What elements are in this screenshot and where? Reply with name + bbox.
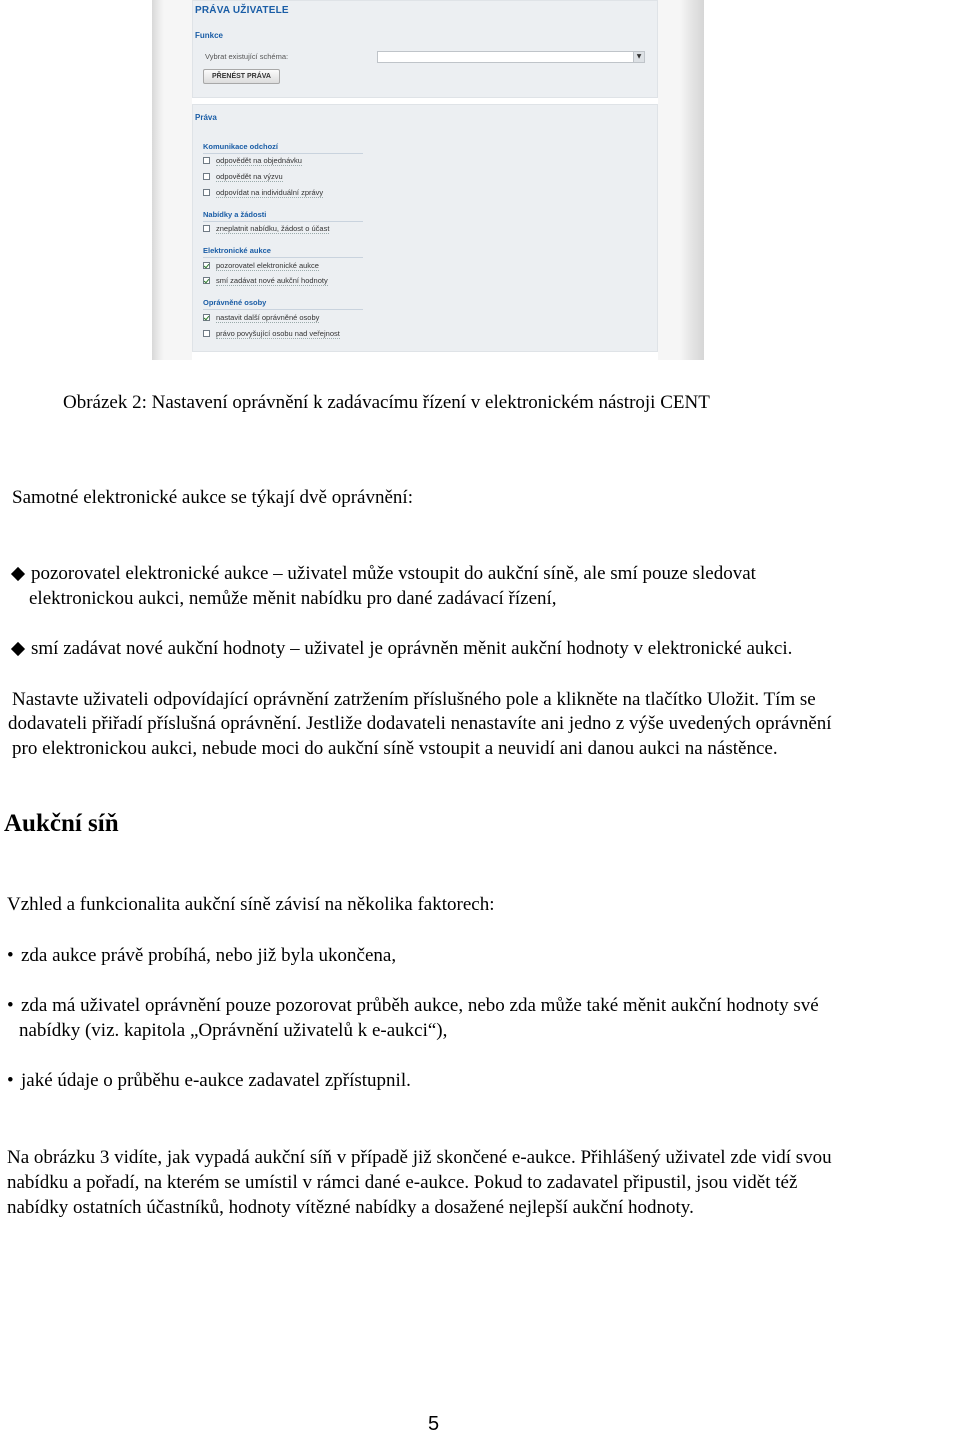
group-divider	[203, 309, 363, 310]
checkbox-row[interactable]	[203, 188, 323, 200]
checkbox-label: smí zadávat nové aukční hodnoty	[216, 276, 328, 285]
funkce-panel	[192, 0, 658, 98]
diamond-bullet-icon	[11, 567, 25, 581]
list-item	[7, 1068, 411, 1093]
group-divider	[203, 257, 363, 258]
checkbox[interactable]	[203, 189, 210, 196]
checkbox[interactable]	[203, 173, 210, 180]
group-title-opravnene-osoby: Oprávněné osoby	[203, 298, 267, 307]
checkbox-row[interactable]	[203, 261, 319, 273]
checkbox-row[interactable]	[203, 276, 328, 288]
prava-heading: Práva	[195, 113, 217, 122]
instruction-line: pro elektronickou aukci, nebude moci do aukční síně vstoupit a neuvidí ani danou aukci na nástěnce.	[12, 738, 778, 759]
screenshot-right-edge	[680, 0, 704, 360]
checkbox-row[interactable]	[203, 156, 302, 168]
instruction-line: Nastavte uživateli odpovídající oprávnění zatržením příslušného pole a klikněte na tlačítko Uložit. Tím se	[12, 689, 816, 710]
list-item-text: pozorovatel elektronické aukce – uživatel může vstoupit do aukční síně, ale smí pouze sledovat	[31, 563, 756, 584]
prava-panel	[192, 104, 658, 352]
group-title-elektronicke-aukce: Elektronické aukce	[203, 246, 271, 255]
checkbox-checked[interactable]	[203, 314, 210, 321]
closing-line: nabídky ostatních účastníků, hodnoty vítězné nabídky a dosažené nejlepší aukční hodnoty.	[7, 1197, 694, 1218]
checkbox[interactable]	[203, 225, 210, 232]
group-title-komunikace: Komunikace odchozí	[203, 142, 279, 151]
checkbox[interactable]	[203, 157, 210, 164]
section-heading: Aukční síň	[4, 810, 119, 837]
checkbox-label: odpovědět na objednávku	[216, 156, 302, 165]
rights-title: PRÁVA UŽIVATELE	[195, 5, 289, 16]
list-item-text: zda má uživatel oprávnění pouze pozorovat průběh aukce, nebo zda může také měnit aukční hodnoty své	[21, 995, 819, 1016]
screenshot-left-edge	[152, 0, 164, 360]
screenshot-content	[192, 0, 658, 360]
checkbox-checked[interactable]	[203, 262, 210, 269]
chevron-down-icon: ▼	[633, 52, 644, 62]
page-number: 5	[428, 1413, 440, 1435]
factors-intro: Vzhled a funkcionalita aukční síně závisí na několika faktorech:	[7, 894, 495, 915]
funkce-heading: Funkce	[195, 31, 224, 40]
list-item-continuation: elektronickou aukci, nemůže měnit nabídku pro dané zadávací řízení,	[29, 588, 557, 609]
rights-screenshot	[152, 0, 704, 360]
schema-hint: Vybrat existující schéma:	[205, 52, 289, 61]
closing-line: Na obrázku 3 vidíte, jak vypadá aukční síň v případě již skončené e-aukce. Přihlášený uživatel zde vidí svou	[7, 1147, 832, 1168]
checkbox-row[interactable]	[203, 172, 283, 184]
checkbox-label: právo povyšující osobu nad veřejnost	[216, 329, 340, 338]
checkbox-row[interactable]	[203, 224, 329, 236]
figure-caption: Obrázek 2: Nastavení oprávnění k zadávacímu řízení v elektronickém nástroji CENT	[63, 392, 710, 413]
group-title-nabidky: Nabídky a žádosti	[203, 210, 267, 219]
dot-bullet-icon: •	[7, 995, 14, 1016]
list-item	[12, 561, 756, 586]
list-item	[7, 993, 819, 1018]
checkbox-checked[interactable]	[203, 277, 210, 284]
dot-bullet-icon: •	[7, 945, 14, 966]
diamond-bullet-icon	[11, 642, 25, 656]
intro-paragraph: Samotné elektronické aukce se týkají dvě oprávnění:	[12, 487, 413, 508]
checkbox-row[interactable]	[203, 329, 340, 341]
checkbox-label: odpovědět na výzvu	[216, 172, 283, 181]
transfer-rights-button[interactable]: PŘENÉST PRÁVA	[203, 69, 280, 84]
checkbox-label: zneplatnit nabídku, žádost o účast	[216, 224, 330, 233]
checkbox-row[interactable]	[203, 313, 319, 325]
checkbox-label: odpovídat na individuální zprávy	[216, 188, 324, 197]
list-item-continuation: nabídky (viz. kapitola „Oprávnění uživatelů k e-aukci“),	[19, 1020, 448, 1041]
list-item	[7, 943, 396, 968]
instruction-line: dodavateli přiřadí příslušná oprávnění. Jestliže dodavateli nenastavíte ani jedno z výše uvedených oprávnění	[8, 713, 832, 734]
dot-bullet-icon: •	[7, 1070, 14, 1091]
list-item-text: zda aukce právě probíhá, nebo již byla ukončena,	[21, 945, 397, 966]
list-item-text: smí zadávat nové aukční hodnoty – uživatel je oprávněn měnit aukční hodnoty v elektronické aukci.	[31, 638, 793, 659]
checkbox-label: nastavit další oprávněné osoby	[216, 313, 320, 322]
checkbox[interactable]	[203, 330, 210, 337]
group-divider	[203, 221, 363, 222]
group-divider	[203, 153, 363, 154]
checkbox-label: pozorovatel elektronické aukce	[216, 261, 319, 270]
list-item	[12, 636, 792, 661]
schema-select[interactable]	[377, 51, 645, 63]
list-item-text: jaké údaje o průběhu e-aukce zadavatel zpřístupnil.	[21, 1070, 411, 1091]
closing-line: nabídku a pořadí, na kterém se umístil v rámci dané e-aukce. Pokud to zadavatel připustil, jsou vidět též	[7, 1172, 798, 1193]
